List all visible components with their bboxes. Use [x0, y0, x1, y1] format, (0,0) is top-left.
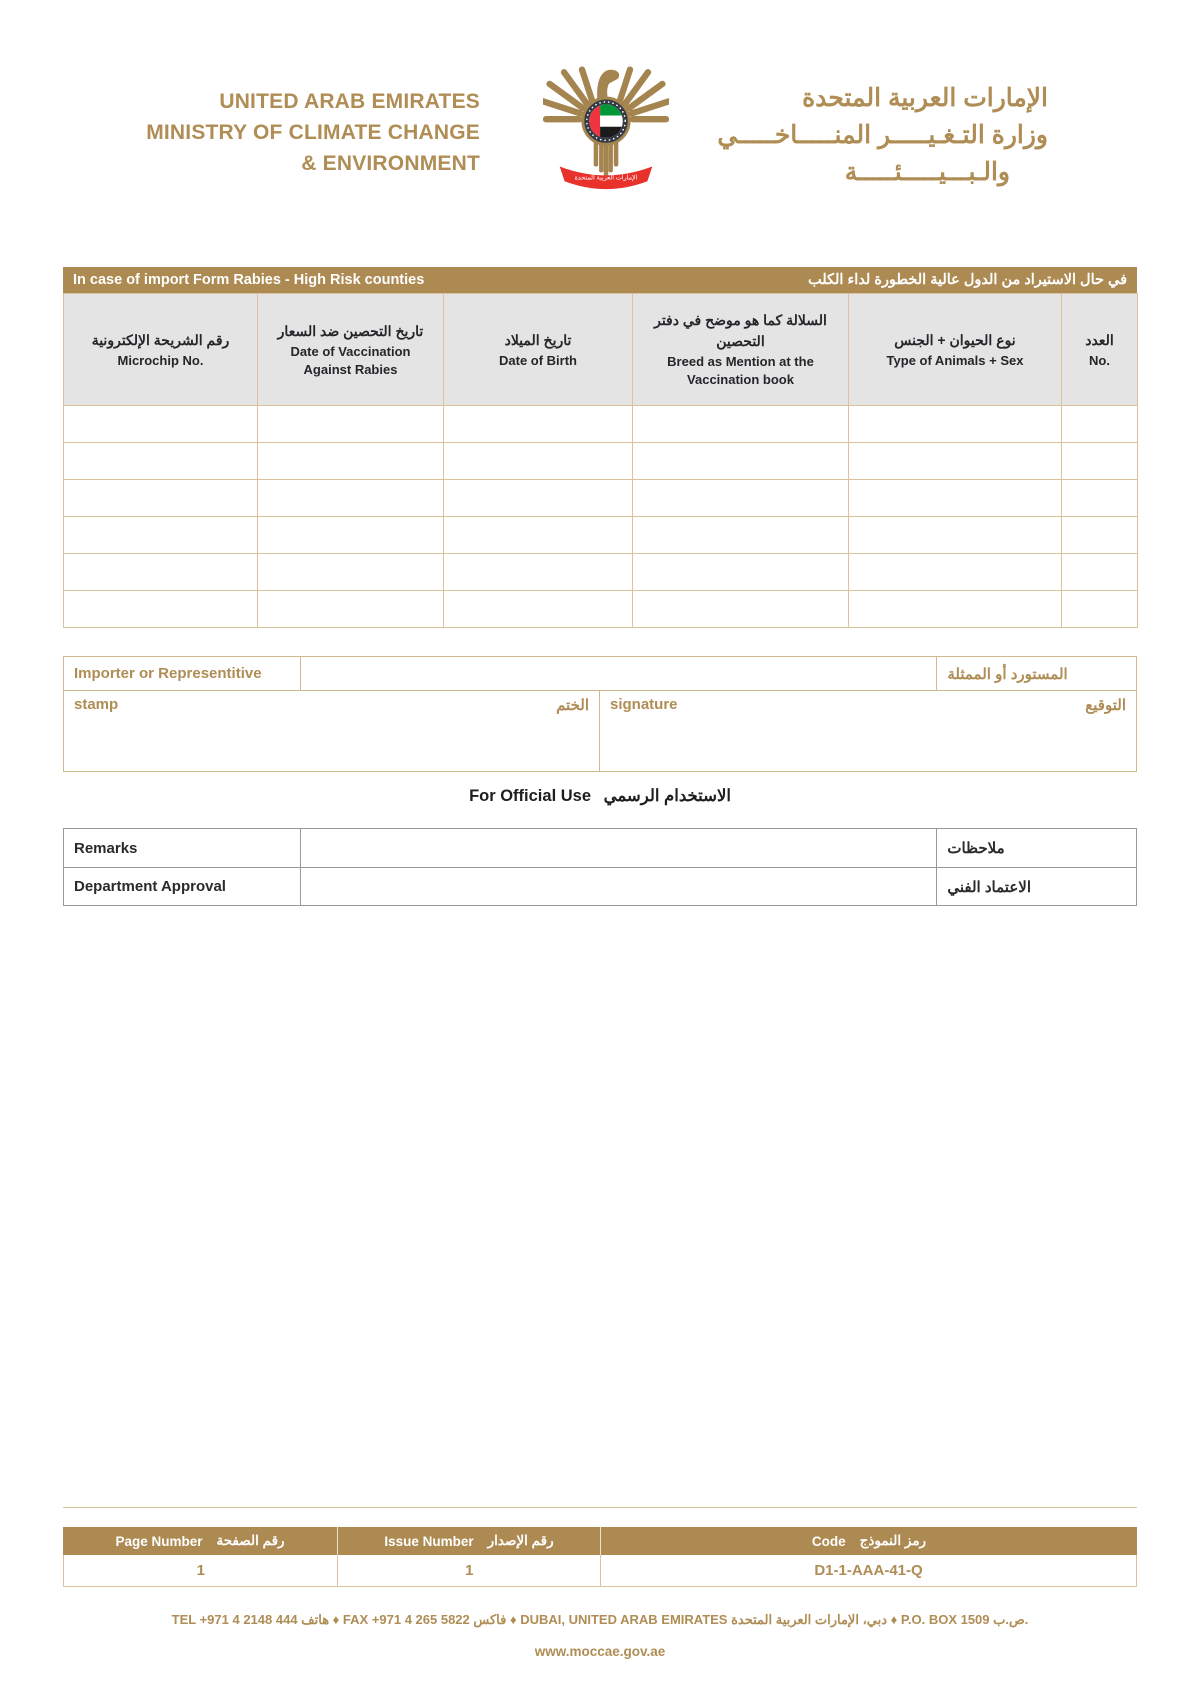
title-en-line2: MINISTRY OF CLIMATE CHANGE: [146, 121, 480, 144]
importer-section: [63, 656, 1137, 772]
rabies-table: [63, 293, 1138, 628]
title-en-line1: UNITED ARAB EMIRATES: [219, 90, 480, 113]
signature-box: [600, 691, 1136, 771]
importer-label-english: Importer or Representitive: [74, 665, 262, 682]
stamp-label-arabic: الختم: [556, 697, 589, 714]
ministry-title-arabic: [668, 80, 1048, 191]
official-use-table: [63, 828, 1137, 906]
rabies-empty-cell: [64, 591, 258, 628]
rabies-empty-cell: [444, 480, 633, 517]
rabies-empty-cell: [1062, 480, 1138, 517]
col-header-breed: السلالة كما هو موضح في دفتر التحصين Breed as Mention at the Vaccination book: [633, 294, 849, 406]
title-ar-line2: وزارة التـغـيـــــر المنـــــاخـــــي: [717, 121, 1048, 149]
rabies-empty-cell: [633, 443, 849, 480]
rabies-empty-row: [64, 480, 1138, 517]
stamp-box: [64, 691, 600, 771]
rabies-banner-arabic: في حال الاستيراد من الدول عالية الخطورة لداء الكلب: [807, 272, 1127, 288]
title-ar-line3: والـبـــيـــــئـــــة: [844, 158, 1010, 186]
rabies-empty-row: [64, 554, 1138, 591]
footer-divider-line: [63, 1507, 1137, 1508]
rabies-empty-cell: [444, 443, 633, 480]
signature-label-arabic: التوقيع: [1085, 697, 1126, 714]
website-url: www.moccae.gov.ae: [534, 1644, 666, 1659]
uae-falcon-emblem-icon: [543, 62, 669, 203]
rabies-empty-row: [64, 443, 1138, 480]
rabies-empty-row: [64, 406, 1138, 443]
rabies-empty-cell: [1062, 517, 1138, 554]
rabies-empty-cell: [849, 406, 1062, 443]
footer-header-row: [63, 1527, 1137, 1555]
rabies-empty-cell: [633, 480, 849, 517]
rabies-empty-cell: [1062, 591, 1138, 628]
rabies-empty-cell: [258, 517, 444, 554]
ministry-title-english: [120, 86, 480, 179]
col-header-number: العدد No.: [1062, 294, 1138, 406]
page-number-header: Page Number رقم الصفحة: [115, 1533, 285, 1549]
official-use-title-english: For Official Use: [469, 787, 592, 805]
department-approval-row: [64, 867, 1136, 905]
rabies-empty-cell: [633, 591, 849, 628]
stamp-signature-row: [64, 691, 1136, 771]
remarks-label-english: Remarks: [74, 839, 138, 857]
rabies-empty-cell: [1062, 406, 1138, 443]
contact-info-line: TEL +971 4 2148 444 هاتف ♦ FAX +971 4 265 5822 فاكس ♦ DUBAI, UNITED ARAB EMIRATES دبي، الإمارات العربية المتحدة ♦ P.O. BOX 1509 ص.ب.: [171, 1612, 1029, 1627]
rabies-empty-cell: [633, 406, 849, 443]
rabies-empty-cell: [633, 517, 849, 554]
rabies-banner-bar: [63, 267, 1137, 293]
issue-number-value: 1: [337, 1555, 600, 1586]
official-use-title: [0, 786, 1200, 806]
title-ar-line1: الإمارات العربية المتحدة: [802, 84, 1048, 112]
rabies-empty-cell: [258, 406, 444, 443]
emblem-banner-text: الإمارات العربية المتحدة: [574, 174, 638, 182]
col-header-date-of-birth: تاريخ الميلاد Date of Birth: [444, 294, 633, 406]
department-approval-value-field: [300, 868, 938, 905]
rabies-table-header-row: [64, 294, 1138, 406]
rabies-empty-row: [64, 591, 1138, 628]
remarks-label-arabic: ملاحظات: [947, 840, 1005, 857]
stamp-label-english: stamp: [74, 696, 119, 713]
rabies-import-section: [63, 267, 1137, 628]
rabies-empty-cell: [444, 591, 633, 628]
rabies-banner-english: In case of import Form Rabies - High Risk counties: [73, 272, 425, 288]
rabies-empty-cell: [849, 591, 1062, 628]
rabies-empty-cell: [1062, 443, 1138, 480]
rabies-empty-cell: [444, 406, 633, 443]
rabies-empty-cell: [849, 443, 1062, 480]
rabies-empty-cell: [258, 480, 444, 517]
rabies-empty-cell: [1062, 554, 1138, 591]
rabies-empty-cell: [849, 480, 1062, 517]
col-header-microchip: رقم الشريحة الإلكترونية Microchip No.: [64, 294, 258, 406]
rabies-empty-cell: [849, 554, 1062, 591]
footer-values-row: [63, 1555, 1137, 1587]
rabies-empty-cell: [64, 406, 258, 443]
rabies-empty-cell: [258, 443, 444, 480]
remarks-row: [64, 829, 1136, 867]
col-header-vaccination-date: تاريخ التحصين ضد السعار Date of Vaccination Against Rabies: [258, 294, 444, 406]
code-header: Code رمز النموذج: [600, 1527, 1137, 1555]
rabies-empty-cell: [258, 591, 444, 628]
col-header-animal-type-sex: نوع الحيوان + الجنس Type of Animals + Sex: [849, 294, 1062, 406]
importer-row: [64, 657, 1136, 691]
code-value: D1-1-AAA-41-Q: [600, 1555, 1136, 1586]
importer-label-arabic: المستورد أو الممثلة: [947, 665, 1068, 683]
remarks-value-field: [300, 829, 938, 867]
page-number-value: 1: [196, 1562, 205, 1579]
rabies-empty-cell: [444, 554, 633, 591]
rabies-empty-cell: [444, 517, 633, 554]
uae-flag-icon: [589, 104, 623, 138]
rabies-empty-cell: [258, 554, 444, 591]
department-approval-label-arabic: الاعتماد الفني: [947, 878, 1031, 896]
rabies-empty-cell: [64, 480, 258, 517]
official-use-title-arabic: الاستخدام الرسمي: [603, 787, 731, 805]
rabies-empty-cell: [64, 554, 258, 591]
signature-label-english: signature: [610, 696, 678, 713]
rabies-empty-cell: [633, 554, 849, 591]
department-approval-label-english: Department Approval: [74, 878, 226, 895]
rabies-empty-cell: [849, 517, 1062, 554]
rabies-empty-cell: [64, 443, 258, 480]
title-en-line3: & ENVIRONMENT: [301, 152, 480, 175]
footer-meta-table: [63, 1527, 1137, 1587]
rabies-empty-row: [64, 517, 1138, 554]
rabies-empty-cell: [64, 517, 258, 554]
issue-number-header: Issue Number رقم الإصدار: [337, 1527, 600, 1555]
importer-value-field: [300, 657, 938, 690]
